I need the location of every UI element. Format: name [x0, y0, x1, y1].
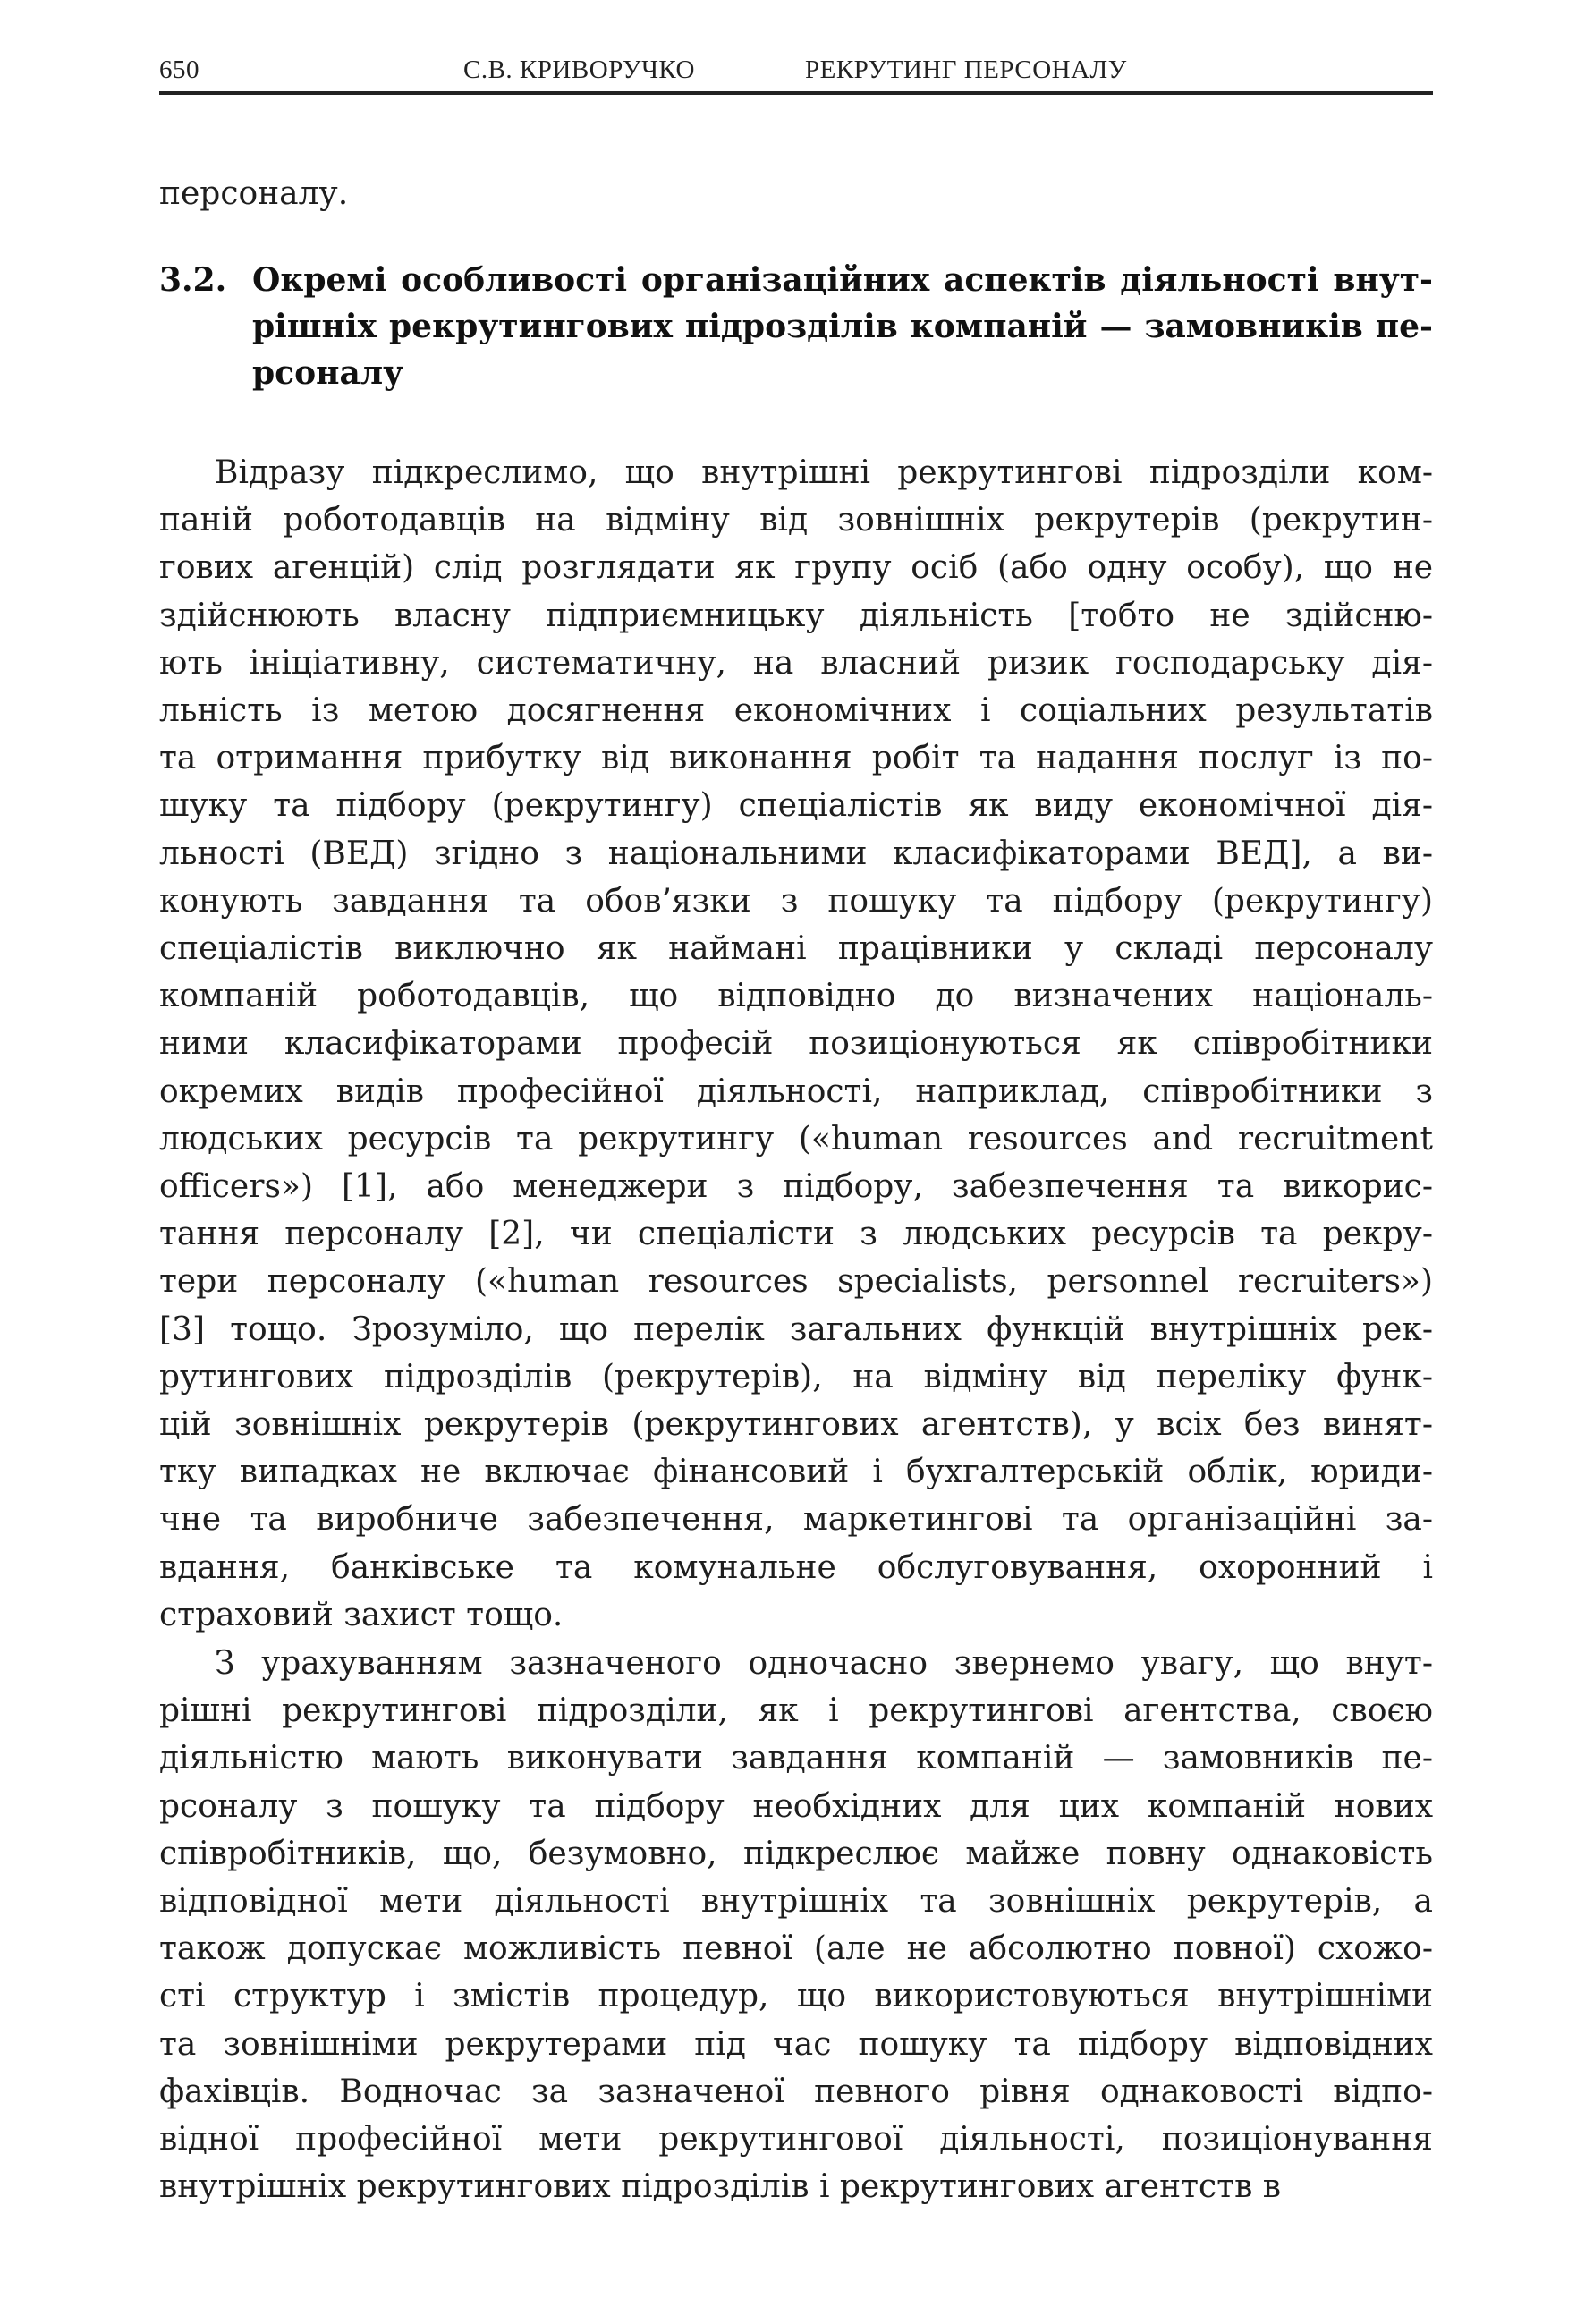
- text-line: рсоналу з пошуку та підбору необхідних для цих компаній нових: [159, 1787, 1433, 1825]
- text-line: конують завдання та обов’язки з пошуку та підбору (рекрутингу): [159, 882, 1433, 920]
- running-head: [159, 52, 1433, 88]
- section-title-line: рсоналу: [252, 354, 404, 392]
- text-line: внутрішніх рекрутингових підрозділів і рекрутингових агентств в: [159, 2168, 1282, 2206]
- text-line: [3] тощо. Зрозуміло, що перелік загальних функцій внутрішніх рек-: [159, 1310, 1433, 1348]
- text-line: рішні рекрутингові підрозділи, як і рекрутингові агентства, своєю: [159, 1692, 1433, 1730]
- text-line: страховий захист тощо.: [159, 1596, 564, 1633]
- text-line: рутингових підрозділів (рекрутерів), на відміну від переліку функ-: [159, 1358, 1433, 1395]
- text-line: спеціалістів виключно як наймані працівники у складі персоналу: [159, 930, 1433, 967]
- text-line: тери персоналу («human resources specialists, personnel recruiters»): [159, 1263, 1433, 1301]
- text-line: також допускає можливість певної (але не абсолютно повної) схожо-: [159, 1930, 1433, 1968]
- text-line: гових агенцій) слід розглядати як групу осіб (або одну особу), що не: [159, 549, 1433, 587]
- text-line: officers») [1], або менеджери з підбору, забезпечення та викорис-: [159, 1168, 1433, 1205]
- text-line: льності (ВЕД) згідно з національними класифікаторами ВЕД], а ви-: [159, 835, 1433, 872]
- text-line: шуку та підбору (рекрутингу) спеціалістів як виду економічної дія-: [159, 787, 1433, 825]
- text-line: окремих видів професійної діяльності, наприклад, співробітники з: [159, 1073, 1433, 1110]
- text-line: співробітників, що, безумовно, підкреслює майже повну однаковість: [159, 1835, 1433, 1872]
- text-line: ють ініціативну, систематичну, на власний ризик господарську дія-: [159, 644, 1433, 682]
- text-line: сті структур і змістів процедур, що використовуються внутрішніми: [159, 1978, 1433, 2015]
- text-line: компаній роботодавців, що відповідно до визначених національ-: [159, 978, 1433, 1015]
- text-line: Відразу підкреслимо, що внутрішні рекрутингові підрозділи ком-: [215, 454, 1433, 491]
- text-line: та отримання прибутку від виконання робіт та надання послуг із по-: [159, 740, 1433, 777]
- text-line: ними класифікаторами професій позиціонуються як співробітники: [159, 1025, 1433, 1063]
- text-line: та зовнішніми рекрутерами під час пошуку та підбору відповідних: [159, 2025, 1433, 2063]
- section-title-line: рішніх рекрутингових підрозділів компаній — замовників пе-: [252, 308, 1433, 345]
- text-line: льність із метою досягнення економічних і соціальних результатів: [159, 692, 1433, 729]
- running-head-title: РЕКРУТИНГ ПЕРСОНАЛУ: [805, 55, 1127, 84]
- text-line: фахівців. Водночас за зазначеної певного рівня однаковості відпо-: [159, 2073, 1433, 2110]
- text-line: паній роботодавців на відміну від зовнішніх рекрутерів (рекрутин-: [159, 502, 1433, 539]
- text-line: тання персоналу [2], чи спеціалісти з людських ресурсів та рекру-: [159, 1216, 1433, 1253]
- text-line: відної професійної мети рекрутингової діяльності, позиціонування: [159, 2121, 1433, 2158]
- running-head-author: С.В. КРИВОРУЧКО: [463, 55, 695, 84]
- text-line: здійснюють власну підприємницьку діяльність [тобто не здійсню-: [159, 597, 1433, 634]
- section-title-line: Окремі особливості організаційних аспектів діяльності внут-: [252, 261, 1433, 299]
- header-rule: [159, 91, 1433, 95]
- text-line: людських ресурсів та рекрутингу («human resources and recruitment: [159, 1120, 1433, 1158]
- text-line: тку випадках не включає фінансовий і бухгалтерській облік, юриди-: [159, 1454, 1433, 1491]
- text-line: діяльністю мають виконувати завдання компаній — замовників пе-: [159, 1740, 1433, 1777]
- text-line: цій зовнішніх рекрутерів (рекрутингових агентств), у всіх без винят-: [159, 1406, 1433, 1443]
- carryover-line: персоналу.: [159, 175, 349, 212]
- text-line: чне та виробниче забезпечення, маркетингові та організаційні за-: [159, 1501, 1433, 1539]
- section-number: 3.2.: [159, 261, 227, 299]
- text-line: З урахуванням зазначеного одночасно звернемо увагу, що внут-: [215, 1645, 1433, 1682]
- text-line: відповідної мети діяльності внутрішніх та зовнішніх рекрутерів, а: [159, 1883, 1433, 1920]
- page-number: 650: [159, 55, 199, 84]
- text-line: вдання, банківське та комунальне обслуговування, охоронний і: [159, 1548, 1433, 1586]
